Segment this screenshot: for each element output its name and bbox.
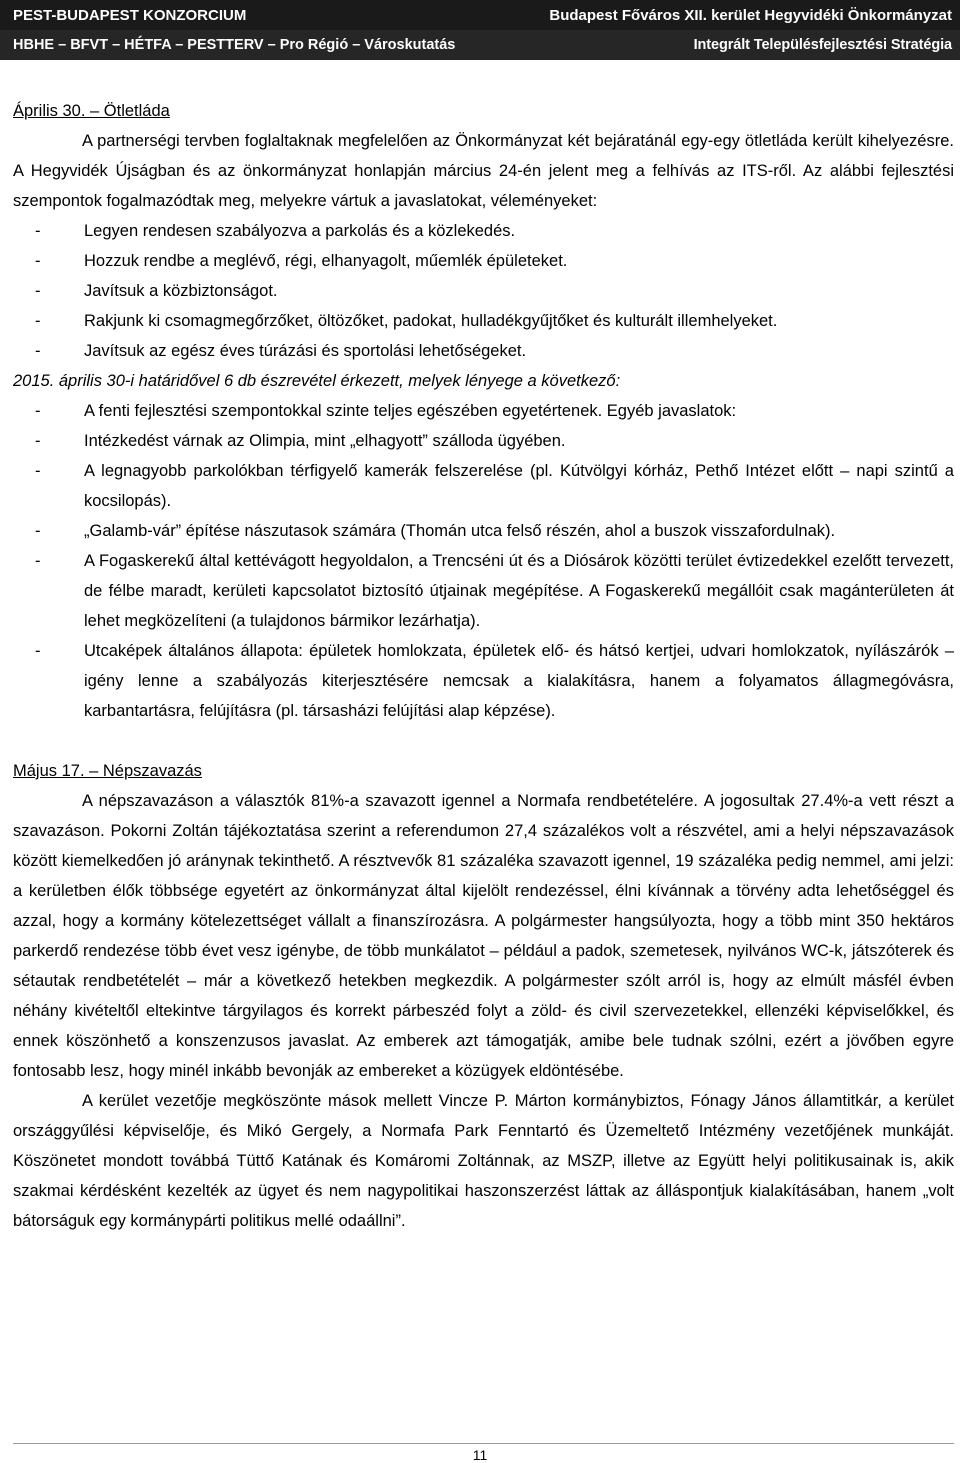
april-intro-paragraph: A partnerségi tervben foglaltaknak megfelelően az Önkormányzat két bejáratánál egy-egy ötletláda került kihelyezésre. A Hegyvidék Újságban és az önkormányzat honlapján március 24-én jelent meg a felhívás az ITS-ről. Az alábbi fejlesztési szempontok fogalmazódtak meg, melyekre vártuk a javaslatokat, véleményeket: — [13, 132, 954, 210]
footer-divider — [13, 1443, 954, 1444]
list-item: - Intézkedést várnak az Olimpia, mint „elhagyott” szálloda ügyében. — [13, 426, 954, 456]
section-spacer — [13, 726, 954, 756]
section-heading-may: Május 17. – Népszavazás — [13, 762, 202, 780]
page-number: 11 — [472, 1447, 488, 1463]
responses-list — [13, 396, 954, 726]
list-item: - Utcaképek általános állapota: épületek homlokzata, épületek elő- és hátsó kertjei, udvari homlokzatok, nyílászárók – igény lenne a szabályozás kiterjesztésére nemcsak a kialakításra, hanem a folyamatos állagmegóvásra, karbantartásra, felújításra (pl. társasházi felújítási alap képzése). — [13, 636, 954, 726]
may-paragraph-2: A kerület vezetője megköszönte mások mellett Vincze P. Márton kormánybiztos, Fónagy János államtitkár, a kerület országgyűlési képviselője, és Mikó Gergely, a Normafa Park Fenntartó és Üzemeltető Intézmény vezetőjének munkáját. Köszönetet mondott továbbá Tüttő Katának és Komáromi Zoltánnak, az MSZP, illetve az Együtt helyi politikusainak is, akik szakmai kérdésként kezelték az ügyet és nem nagypolitikai haszonszerzést láttak az álláspontjuk kialakításában, hanem „volt bátorságuk egy kormánypárti politikus mellé odaállni”. — [13, 1092, 954, 1230]
list-item: - Hozzuk rendbe a meglévő, régi, elhanyagolt, műemlék épületeket. — [13, 246, 954, 276]
header-second-bar — [0, 30, 960, 60]
consortium-name: PEST-BUDAPEST KONZORCIUM — [13, 6, 247, 24]
list-item: - Rakjunk ki csomagmegőrzőket, öltözőket, padokat, hulladékgyűjtőket és kulturált illemhelyeket. — [13, 306, 954, 336]
partner-list: HBHE – BFVT – HÉTFA – PESTTERV – Pro Régió – Városkutatás — [13, 37, 456, 53]
list-item: - Legyen rendesen szabályozva a parkolás és a közlekedés. — [13, 216, 954, 246]
header-top-bar — [0, 0, 960, 30]
document-title: Integrált Településfejlesztési Stratégia — [693, 37, 952, 53]
page-content — [13, 96, 954, 1236]
list-item: - Javítsuk a közbiztonságot. — [13, 276, 954, 306]
may-paragraph-1: A népszavazáson a választók 81%-a szavazott igennel a Normafa rendbetételére. A jogosultak 27.4%-a vett részt a szavazáson. Pokorni Zoltán tájékoztatása szerint a referendumon 27,4 százalékos volt a részvétel, ami a helyi népszavazások között kiemelkedően jó aránynak tekinthető. A résztvevők 81 százaléka szavazott igennel, 19 százaléka pedig nemmel, ami jelzi: a kerületben élők többsége egyetért az önkormányzat által kijelölt rendezéssel, élni kívánnak a törvény adta lehetőséggel és azzal, hogy a kormány kötelezettséget vállalt a finanszírozásra. A polgármester hangsúlyozta, hogy a több mint 350 hektáros parkerdő rendezése több évet vesz igénybe, de több munkálatot – például a padok, szemetesek, nyilvános WC-k, játszóterek és sétautak rendbetételét – már a következő hetekben megkezdik. A polgármester szólt arról is, hogy az elmúlt másfél évben néhány kivételtől eltekintve tárgyilagos és korrekt párbeszéd folyt a zöld- és civil szervezetekkel, ellenzéki képviselőkkel, és ennek köszönhető a konszenzusos javaslat. Az emberek azt támogatják, amibe bele tudnak szólni, ezért a jövőben egyre fontosabb lesz, hogy minél inkább bevonják az embereket a közügyek eldöntésébe. — [13, 792, 954, 1080]
list-item: - „Galamb-vár” építése nászutasok számára (Thomán utca felső részén, ahol a buszok visszafordulnak). — [13, 516, 954, 546]
criteria-list — [13, 216, 954, 366]
client-name: Budapest Főváros XII. kerület Hegyvidéki Önkormányzat — [549, 6, 952, 24]
list-item: - Javítsuk az egész éves túrázási és sportolási lehetőségeket. — [13, 336, 954, 366]
list-item: - A legnagyobb parkolókban térfigyelő kamerák felszerelése (pl. Kútvölgyi kórház, Pethő Intézet előtt – napi szintű a kocsilopás). — [13, 456, 954, 516]
list-item: - A Fogaskerekű által kettévágott hegyoldalon, a Trencséni út és a Diósárok közötti terület évtizedekkel ezelőtt tervezett, de félbe maradt, kerületi kapcsolatot biztosító útjainak megépítése. A Fogaskerekű megállóit csak magánterületen át lehet megközelíteni (a tulajdonos bármikor lezárhatja). — [13, 546, 954, 636]
list-item: - A fenti fejlesztési szempontokkal szinte teljes egészében egyetértenek. Egyéb javaslatok: — [13, 396, 954, 426]
april-summary: 2015. április 30-i határidővel 6 db észrevétel érkezett, melyek lényege a következő: — [13, 372, 621, 390]
section-heading-april: Április 30. – Ötletláda — [13, 102, 170, 120]
